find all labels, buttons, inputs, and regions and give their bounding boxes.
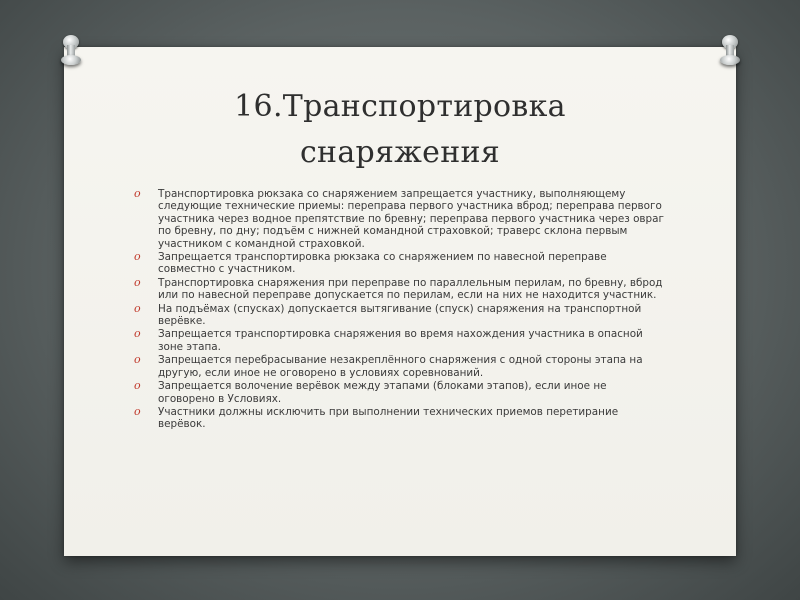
bullet-marker-icon: o: [134, 301, 141, 315]
bullet-item: [134, 251, 664, 276]
bullet-marker-icon: o: [134, 379, 141, 393]
bullet-item: [134, 328, 664, 353]
bullet-text: На подъёмах (спусках) допускается вытягивание (спуск) снаряжения на транспортной верёвке.: [158, 302, 642, 328]
bullet-marker-icon: o: [134, 404, 141, 418]
bullet-text: Транспортировка рюкзака со снаряжением запрещается участнику, выполняющему следующие технические приемы: переправа первого участника вброд; переправа первого участника через водное препятствие по бревну; переправа первого участника через овраг по бревну, по дну; подъём с нижней командной страховкой; траверс склона первым участником с командной страховкой.: [158, 188, 664, 250]
slide-title-line-1: 16.Транспортировка: [234, 89, 566, 124]
bullet-marker-icon: o: [134, 275, 141, 289]
pushpin-icon: [58, 35, 84, 67]
bullet-list: [134, 188, 664, 432]
bullet-item: [134, 303, 664, 328]
pushpin-icon: [717, 35, 743, 67]
slide-title: [64, 84, 736, 176]
bullet-text: Запрещается волочение верёвок между этапами (блоками этапов), если иное не оговорено в Условиях.: [158, 380, 607, 405]
bullet-text: Транспортировка снаряжения при переправе по параллельным перилам, по бревну, вброд или по навесной переправе допускается по перилам, если на них не находится участник.: [158, 276, 663, 302]
bullet-marker-icon: o: [134, 353, 141, 367]
bullet-marker-icon: o: [134, 327, 141, 341]
bullet-text: Участники должны исключить при выполнении технических приемов перетирание верёвок.: [158, 405, 619, 431]
bullet-item: [134, 188, 664, 250]
bullet-text: Запрещается транспортировка снаряжения во время нахождения участника в опасной зоне этапа.: [158, 328, 643, 353]
bullet-item: [134, 380, 664, 405]
bullet-text: Запрещается перебрасывание незакреплённого снаряжения с одной стороны этапа на другую, если иное не оговорено в условиях соревнований.: [158, 354, 643, 379]
bullet-marker-icon: o: [134, 250, 141, 264]
bullet-item: [134, 277, 664, 302]
bullet-item: [134, 406, 664, 431]
bullet-text: Запрещается транспортировка рюкзака со снаряжением по навесной переправе совместно с участником.: [158, 251, 607, 276]
slide-title-line-2: снаряжения: [299, 135, 501, 170]
bullet-marker-icon: o: [134, 187, 141, 200]
bullet-item: [134, 354, 664, 379]
